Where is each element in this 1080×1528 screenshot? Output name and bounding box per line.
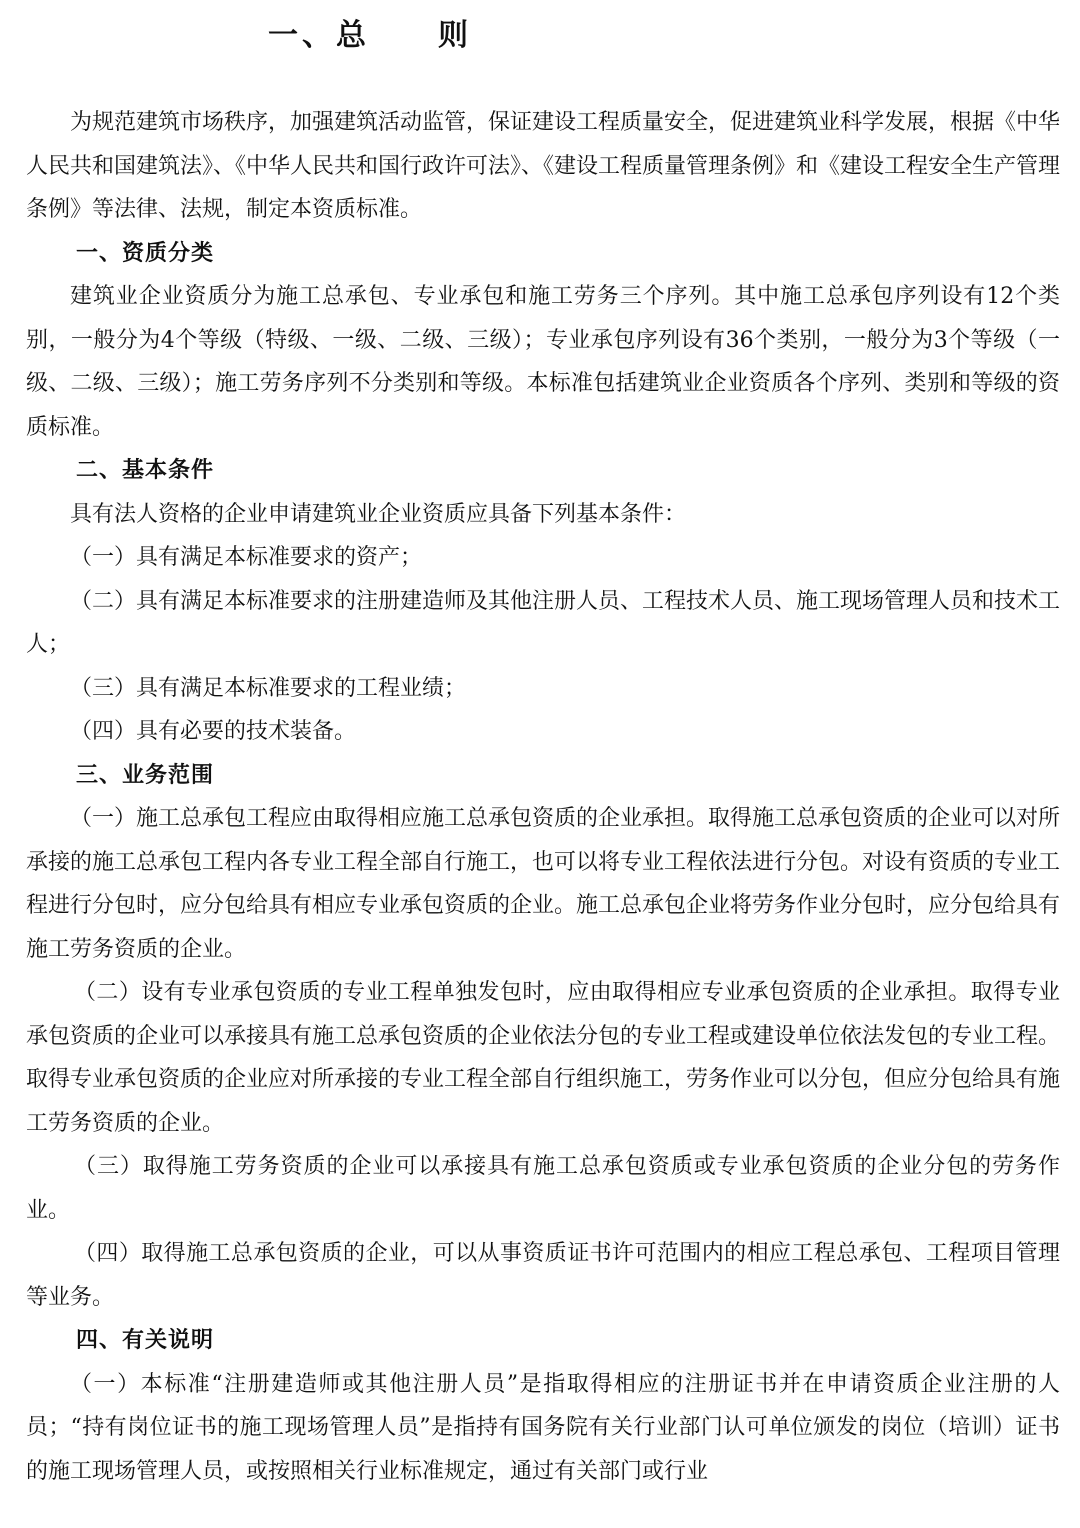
document-title: 一、总 则 [268, 18, 472, 53]
document-body [26, 101, 1060, 1493]
preamble-paragraph: 为规范建筑市场秩序，加强建筑活动监管，保证建设工程质量安全，促进建筑业科学发展，根据《中华人民共和国建筑法》、《中华人民共和国行政许可法》、《建设工程质量管理条例》和《建设工程安全生产管理条例》等法律、法规，制定本资质标准。 [26, 110, 1061, 222]
section-heading-qualification-classification: 一、资质分类 [76, 239, 215, 266]
basic-condition-item: （一）具有满足本标准要求的资产； [70, 545, 423, 570]
section-heading-basic-conditions: 二、基本条件 [76, 457, 215, 483]
section-heading-related-notes: 四、有关说明 [76, 1327, 215, 1353]
business-scope-item: （二）设有专业承包资质的专业工程单独发包时，应由取得相应专业承包资质的企业承担。取得专业承包资质的企业可以承接具有施工总承包资质的企业依法分包的专业工程或建设单位依法发包的专业工程。取得专业承包资质的企业应对所承接的专业工程全部自行组织施工，劳务作业可以分包，但应分包给具有施工劳务资质的企业。 [26, 980, 1061, 1136]
business-scope-item: （三）取得施工劳务资质的企业可以承接具有施工总承包资质或专业承包资质的企业分包的劳务作业。 [26, 1154, 1060, 1223]
basic-condition-item: （四）具有必要的技术装备。 [70, 719, 357, 744]
basic-condition-item: （三）具有满足本标准要求的工程业绩； [70, 675, 467, 701]
related-notes-item: （一）本标准“注册建造师或其他注册人员”是指取得相应的注册证书并在申请资质企业注册的人员；“持有岗位证书的施工现场管理人员”是指持有国务院有关行业部门认可单位颁发的岗位（培训）证书的施工现场管理人员，或按照相关行业标准规定，通过有关部门或行业 [26, 1371, 1060, 1484]
section-heading-business-scope: 三、业务范围 [76, 761, 215, 788]
qualification-classification-paragraph: 建筑业企业资质分为施工总承包、专业承包和施工劳务三个序列。其中施工总承包序列设有12个类别，一般分为4个等级（特级、一级、二级、三级）；专业承包序列设有36个类别，一般分为3个等级（一级、二级、三级）；施工劳务序列不分类别和等级。本标准包括建筑业企业资质各个序列、类别和等级的资质标准。 [26, 284, 1060, 440]
business-scope-item: （一）施工总承包工程应由取得相应施工总承包资质的企业承担。取得施工总承包资质的企业可以对所承接的施工总承包工程内各专业工程全部自行施工，也可以将专业工程依法进行分包。对设有资质的专业工程进行分包时，应分包给具有相应专业承包资质的企业。施工总承包企业将劳务作业分包时，应分包给具有施工劳务资质的企业。 [26, 806, 1061, 962]
basic-condition-item: （二）具有满足本标准要求的注册建造师及其他注册人员、工程技术人员、施工现场管理人员和技术工人； [26, 588, 1061, 657]
business-scope-item: （四）取得施工总承包资质的企业，可以从事资质证书许可范围内的相应工程总承包、工程项目管理等业务。 [26, 1241, 1060, 1310]
basic-conditions-intro: 具有法人资格的企业申请建筑业企业资质应具备下列基本条件： [70, 501, 687, 527]
